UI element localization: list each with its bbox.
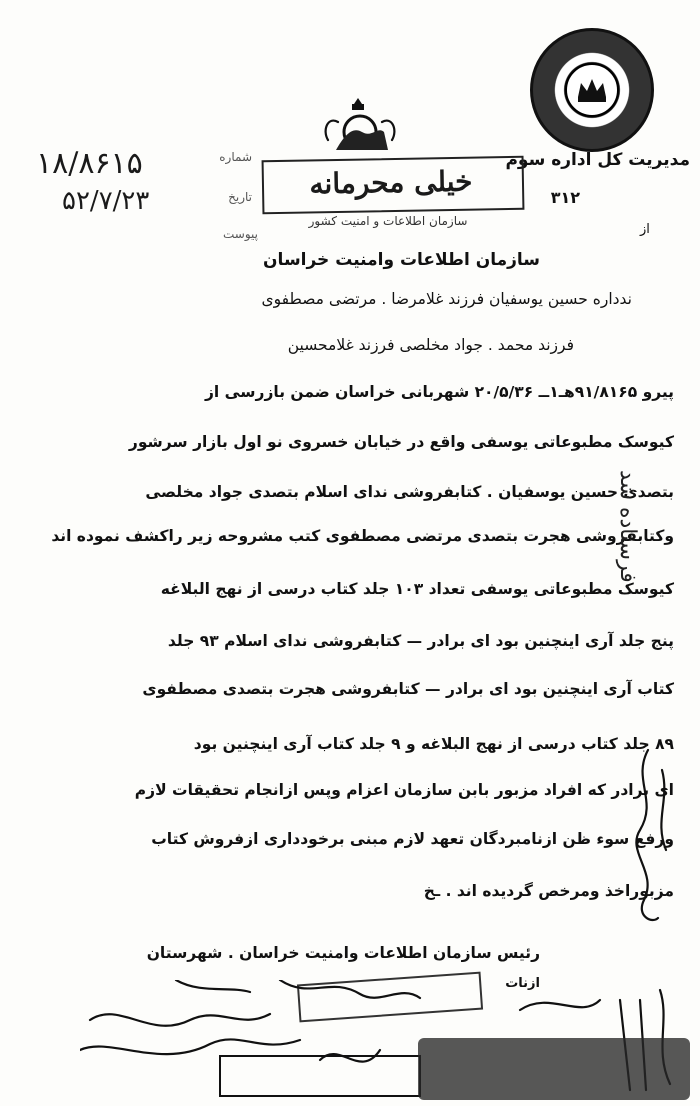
- body-line: ۸۹ جلد کتاب درسی از نهج البلاغه و ۹ جلد کتاب آری اینچنین بود: [193, 735, 674, 753]
- handwritten-date: ۵۲/۷/۲۳: [62, 186, 150, 216]
- body-line: بتصدی حسین یوسفیان . کتابفروشی ندای اسلام بتصدی جواد مخلصی: [145, 483, 674, 501]
- subject-line-1: ندداره حسین یوسفیان فرزند غلامرضا . مرتضی مصطفوی: [261, 290, 632, 308]
- confidential-stamp-text: خیلی محرمانه: [309, 164, 473, 201]
- attachment-label: پیوست: [223, 227, 258, 241]
- signature-label: ازنات: [505, 976, 540, 991]
- circular-seal: [530, 28, 654, 152]
- body-line: پنج جلد آری اینچنین بود ای برادر — کتابفروشی ندای اسلام ۹۳ جلد: [167, 632, 674, 650]
- body-line: ورفع سوء ظن ازنامبردگان تعهد لازم مبنی برخودداری ازفروش کتاب: [151, 830, 674, 848]
- subject-line-2: فرزند محمد . جواد مخلصی فرزند غلامحسین: [287, 336, 574, 354]
- signature-line: رئیس سازمان اطلاعات وامنیت خراسان . شهرستان: [146, 944, 540, 962]
- body-line: وکتابفروشی هجرت بتصدی مرتضی مصطفوی کتب مشروحه زیر راکشف نموده اند: [51, 527, 674, 545]
- body-line: کیوسک مطبوعاتی یوسفی تعداد ۱۰۳ جلد کتاب درسی از نهج البلاغه: [160, 580, 674, 598]
- body-line: کتاب آری اینچنین بود ای برادر — کتابفروشی هجرت بتصدی مصطفوی: [142, 680, 674, 698]
- stamp-caption: سازمان اطلاعات و امنیت کشور: [308, 214, 468, 228]
- department-number: ۳۱۲: [550, 188, 580, 207]
- addressee-prefix: از: [640, 222, 650, 237]
- number-label: شماره: [219, 150, 252, 164]
- lion-and-sun-emblem-icon: [318, 92, 402, 164]
- department-line: مدیریت کل اداره سوم: [505, 150, 690, 170]
- margin-note: فرستاده شد: [615, 470, 640, 583]
- confidential-stamp: [262, 156, 525, 215]
- date-label: تاریخ: [228, 190, 252, 204]
- reference-number: ۱۸/۸۶۱۵: [36, 146, 143, 181]
- body-line: ای برادر که افراد مزبور بابن سازمان اعزام وپس ازانجام تحقیقات لازم: [134, 781, 674, 799]
- watermark-logo: [418, 1038, 690, 1100]
- body-line: مزبوراخذ ومرخص گردیده اند . ـخ: [423, 882, 674, 900]
- body-line: کیوسک مطبوعاتی یوسفی واقع در خیابان خسروی نو اول بازار سرشور: [128, 433, 674, 451]
- crown-icon: [533, 31, 651, 149]
- body-line: پیرو ۹۱/۸۱۶۵هـ۱ــ ۲۰/۵/۳۶ شهربانی خراسان ضمن بازرسی از: [204, 383, 674, 401]
- document-title: سازمان اطلاعات وامنیت خراسان: [263, 250, 540, 270]
- margin-scribble-icon: [618, 740, 682, 930]
